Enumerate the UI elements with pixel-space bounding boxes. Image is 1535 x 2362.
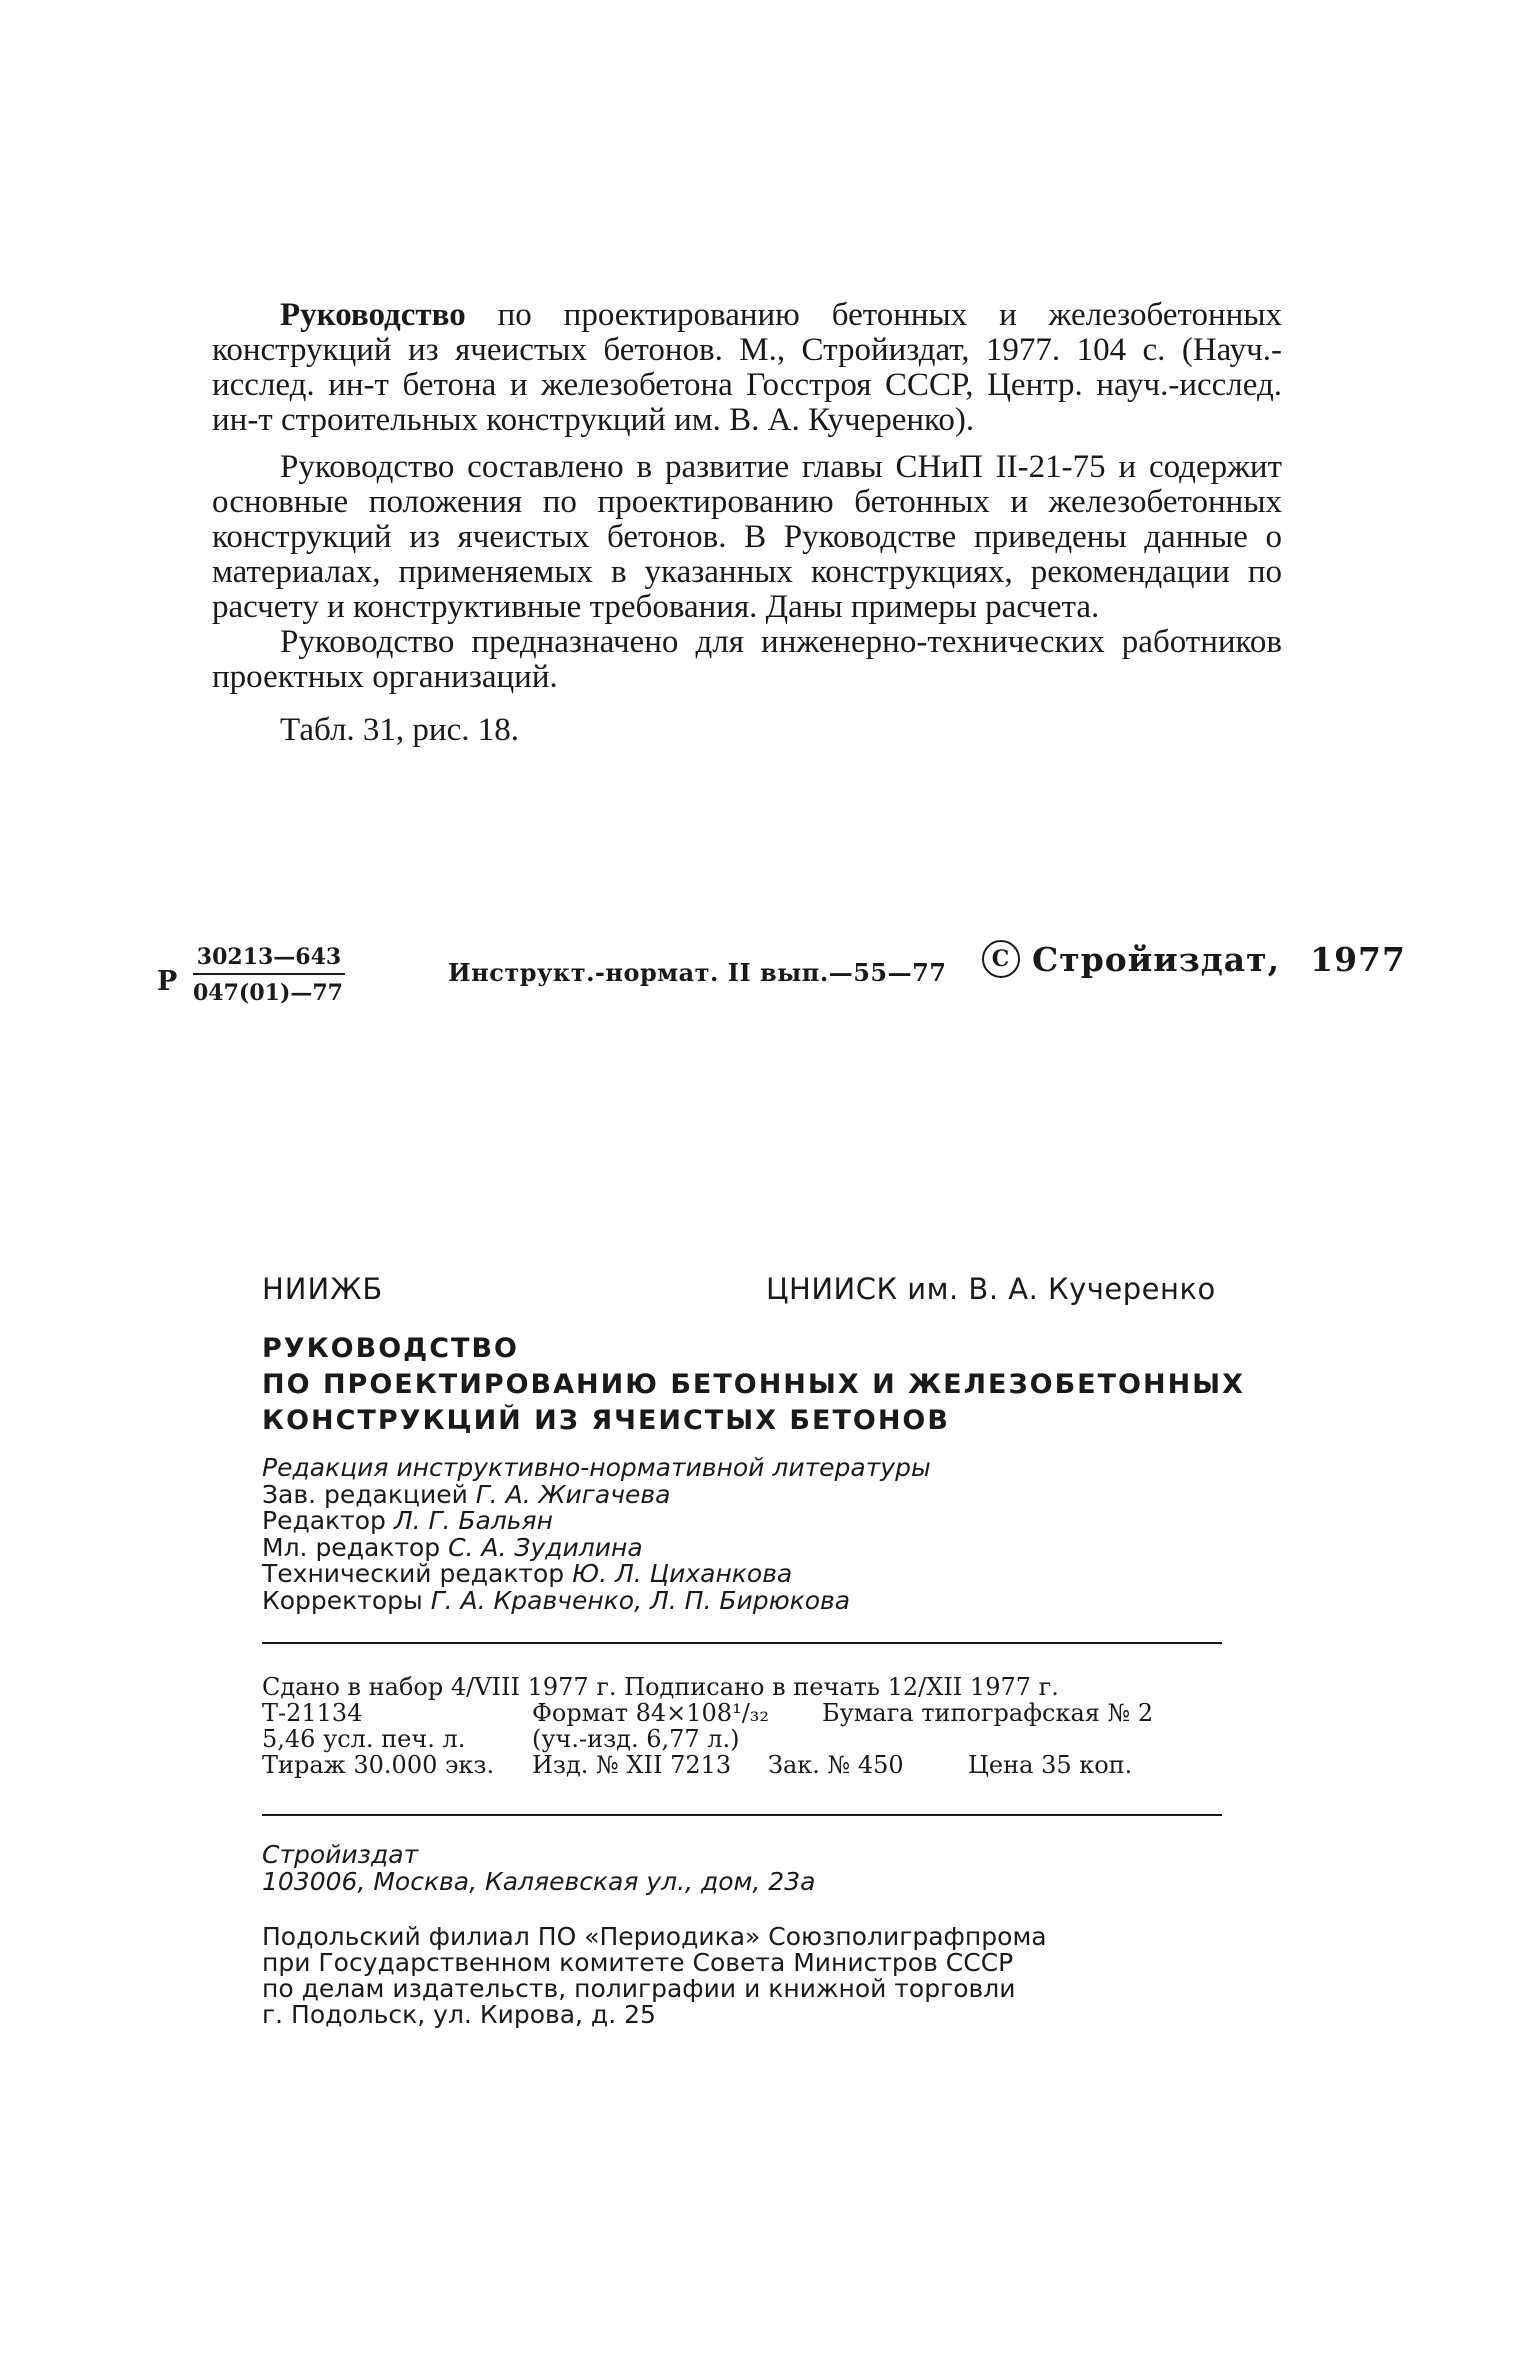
title-line: РУКОВОДСТВО [262,1333,519,1364]
print-sheets: 5,46 усл. печ. л. [262,1725,466,1753]
staff-head-name: Г. А. Жигачева [475,1479,671,1509]
editorial-staff [262,1455,1162,1614]
printer-line: по делам издательств, полиграфии и книжной торговли [262,1974,1016,2003]
imprint-numerator: 30213—643 [196,944,342,970]
publisher-name: Стройиздат [262,1840,419,1869]
print-data [262,1674,1222,1778]
imprint-letter: Р [157,966,178,997]
printer-line: Подольский филиал ПО «Периодика» Союзполиграфпрома [262,1922,1047,1951]
annotation-tables-figures: Табл. 31, рис. 18. [280,712,519,748]
print-row [262,1752,1222,1778]
edition-name: Редакция инструктивно-нормативной литературы [262,1453,931,1482]
imprint-fraction-line [193,973,345,975]
print-row [262,1726,1222,1752]
printer-line: при Государственном комитете Совета Министров СССР [262,1948,1014,1977]
institute-left: НИИЖБ [262,1272,384,1306]
imprint-index [193,944,345,1006]
copyright-year: 1977 [1310,940,1406,979]
copyright-icon: C [982,940,1020,978]
annotation-summary: Руководство составлено в развитие главы СНиП II-21-75 и содержит основные положения по проектированию бетонных и железобетонных конструкций из ячеистых бетонов. В Руководстве приведены данные о материалах, применяемых в указанных конструкциях, рекомендации по расчету и конструктивные требования. Даны примеры расчета. [212,449,1282,625]
title-line: ПО ПРОЕКТИРОВАНИЮ БЕТОННЫХ И ЖЕЛЕЗОБЕТОННЫХ [262,1369,1245,1400]
imprint-series: Инструкт.-нормат. II вып.—55—77 [448,958,947,987]
institute-right: ЦНИИСК им. В. А. Кучеренко [766,1272,1216,1306]
annotation-block [212,298,1282,748]
staff-tech-label: Технический редактор [262,1559,573,1588]
book-title [262,1331,1262,1439]
print-paper: Бумага типографская № 2 [822,1699,1154,1727]
print-run: Тираж 30.000 экз. [262,1751,495,1779]
divider [262,1642,1222,1644]
staff-editor-name: Л. Г. Бальян [393,1506,553,1535]
copyright [982,940,1406,981]
staff-junior-editor [262,1532,1162,1562]
staff-head [262,1479,1162,1509]
annotation-citation [212,298,1282,438]
print-edition-sheets: (уч.-изд. 6,77 л.) [532,1725,740,1753]
print-format: Формат 84×108¹/₃₂ [532,1699,770,1727]
print-t-number: Т-21134 [262,1699,363,1727]
print-order: Зак. № 450 [768,1751,904,1779]
staff-editor [262,1508,1162,1535]
staff-proof-label: Корректоры [262,1585,431,1615]
staff-junior-name: С. А. Зудилина [448,1532,643,1562]
title-line: КОНСТРУКЦИЙ ИЗ ЯЧЕИСТЫХ БЕТОНОВ [262,1405,950,1436]
imprint-denominator: 047(01)—77 [193,980,343,1006]
publisher-address: 103006, Москва, Каляевская ул., дом, 23а [262,1867,816,1896]
staff-head-label: Зав. редакцией [262,1479,476,1509]
staff-junior-label: Мл. редактор [262,1532,449,1562]
staff-proofreaders [262,1585,1162,1615]
printer-line: г. Подольск, ул. Кирова, д. 25 [262,2000,656,2029]
print-izd: Изд. № XII 7213 [532,1751,732,1779]
print-dates: Сдано в набор 4/VIII 1977 г. Подписано в печать 12/XII 1977 г. [262,1673,1059,1701]
annotation-lead: Руководство [280,297,466,333]
staff-editor-label: Редактор [262,1506,394,1535]
copyright-publisher: Стройиздат, [1032,940,1281,979]
divider [262,1814,1222,1816]
publisher-block [262,1841,1222,1895]
annotation-audience: Руководство предназначено для инженерно-технических работников проектных организаций. [212,624,1282,695]
print-row [262,1700,1222,1726]
printer-block [262,1924,1262,2028]
staff-tech-editor [262,1561,1162,1588]
print-row [262,1674,1222,1700]
print-price: Цена 35 коп. [968,1751,1133,1779]
staff-tech-name: Ю. Л. Циханкова [572,1559,793,1588]
staff-proof-names: Г. А. Кравченко, Л. П. Бирюкова [430,1585,851,1615]
annotation-citation-text: по проектированию бетонных и железобетонных конструкций из ячеистых бетонов. М., Стройиздат, 1977. 104 с. (Науч.-исслед. ин-т бетона и железобетона Госстроя СССР, Центр. науч.-исслед. ин-т строительных конструкций им. В. А. Кучеренко). [212,297,1282,438]
